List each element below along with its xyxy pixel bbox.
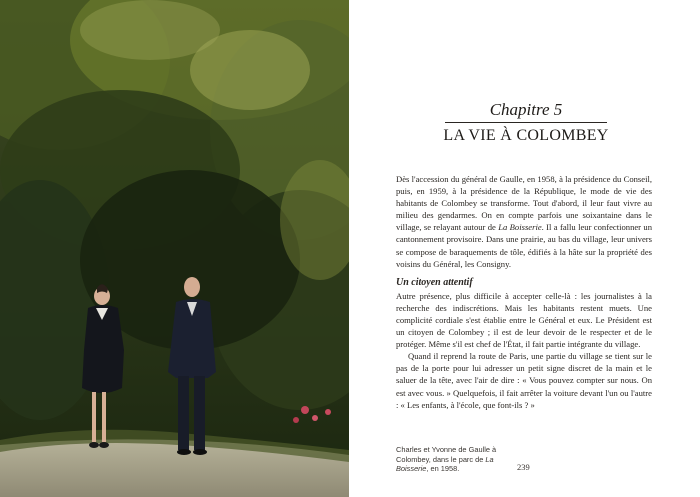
chapter-rule xyxy=(445,122,607,123)
page-number: 239 xyxy=(517,462,530,472)
paragraph-1-text-a: Dès l'accession du général de Gaulle, en 1958, à la présidence du Conseil, puis, en 1959, à la présidence de la République, le mode de vie des habitants de Colombey se transforme. Tout d'abord, il leur faut vivre au milieu des gendarmes. On en compte parfois une soixantaine dans le village, se relayant autour de xyxy=(396,174,652,233)
paragraph-1-italic: La Boisserie xyxy=(498,222,542,233)
caption-text-a: Charles et Yvonne de Gaulle à Colombey, dans le parc de xyxy=(396,445,497,464)
paragraph-3: Quand il reprend la route de Paris, une partie du village se tient sur le pas de la porte pour lui adresser un petit signe discret de la main et le saluer de la tête, avec l'air de dire : « Vous pouvez compter sur nous. On est avec vous. » Quelquefois, il fait arrêter la voiture devant l'un ou l'autre : « Les enfants, à l'école, que font-ils ? » xyxy=(396,351,652,410)
paragraph-1-text-b: . Il a fallu leur confectionner un cantonnement provisoire. Dans une prairie, au bas du village, leur univers se compose de baraquements de tôle, édifiés à la hâte sur la propriété des voisins du Général, les Consigny. xyxy=(396,222,652,269)
caption-text-b: , en 1958. xyxy=(426,464,460,473)
photograph-couple-walking-icon xyxy=(0,0,349,497)
body-text xyxy=(396,173,652,411)
caption-italic: La Boisserie xyxy=(396,454,494,473)
chapter-title: LA VIE À COLOMBEY xyxy=(443,127,609,144)
paragraph-2: Autre présence, plus difficile à accepter celle-là : les journalistes à la recherche des indiscrétions. Mais les habitants restent muets. Une complicité cordiale s'est établie entre le Général et eux. Le Président est un citoyen de Colombey ; il est de leur devoir de le respecter et de le protéger. Même s'il est chef de l'État, il fait partie intégrante du village. xyxy=(396,290,652,350)
text-page xyxy=(349,0,700,497)
chapter-label: Chapitre 5 xyxy=(489,100,563,119)
paragraph-1 xyxy=(396,173,652,270)
photograph xyxy=(0,0,349,497)
section-subhead: Un citoyen attentif xyxy=(396,276,473,288)
photo-caption xyxy=(396,445,506,474)
